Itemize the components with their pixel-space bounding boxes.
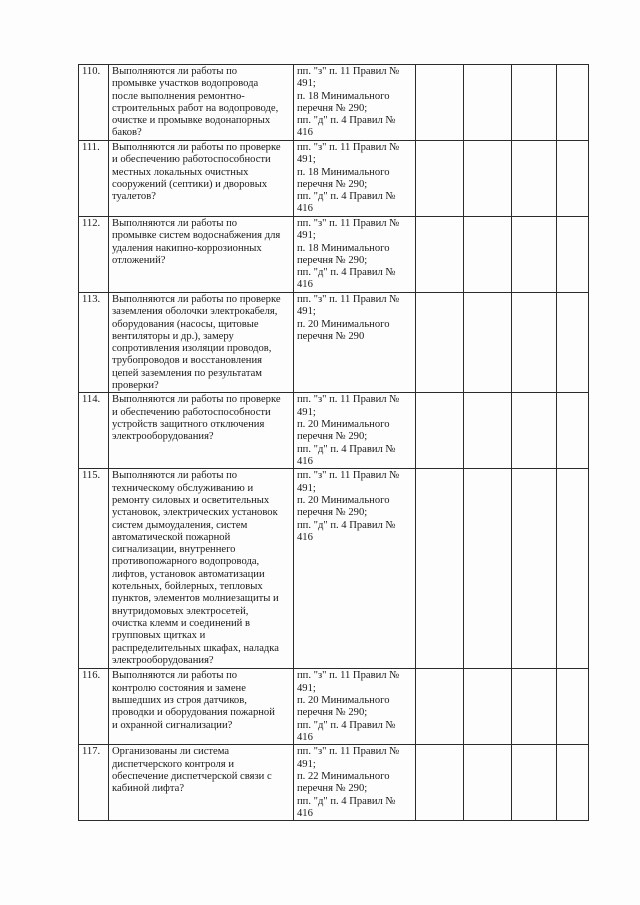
answer-yes-cell <box>416 469 464 669</box>
note-cell <box>557 669 589 745</box>
question-cell: Выполняются ли работы по проверке заземления оболочки электрокабеля, оборудования (насосы, щитовые вентиляторы и др.), замеру сопротивления изоляции проводов, трубопроводов и восстановления цепей заземления по результатам проверки? <box>109 293 294 393</box>
answer-yes-cell <box>416 293 464 393</box>
table-row <box>79 217 589 293</box>
reference-cell: пп. "з" п. 11 Правил № 491; п. 18 Минимального перечня № 290; пп. "д" п. 4 Правил № 416 <box>294 65 416 141</box>
table-row <box>79 669 589 745</box>
row-number: 117. <box>79 745 109 821</box>
note-cell <box>557 745 589 821</box>
reference-cell: пп. "з" п. 11 Правил № 491; п. 20 Минимального перечня № 290; пп. "д" п. 4 Правил № 416 <box>294 393 416 469</box>
answer-no-cell <box>464 745 512 821</box>
answer-no-cell <box>464 669 512 745</box>
table-row <box>79 141 589 217</box>
reference-cell: пп. "з" п. 11 Правил № 491; п. 20 Минимального перечня № 290; пп. "д" п. 4 Правил № 416 <box>294 669 416 745</box>
answer-no-cell <box>464 469 512 669</box>
not-applicable-cell <box>512 65 557 141</box>
table-row <box>79 393 589 469</box>
answer-no-cell <box>464 393 512 469</box>
answer-yes-cell <box>416 141 464 217</box>
reference-cell: пп. "з" п. 11 Правил № 491; п. 22 Минимального перечня № 290; пп. "д" п. 4 Правил № 416 <box>294 745 416 821</box>
answer-yes-cell <box>416 393 464 469</box>
row-number: 110. <box>79 65 109 141</box>
note-cell <box>557 293 589 393</box>
note-cell <box>557 217 589 293</box>
table-row <box>79 469 589 669</box>
question-cell: Организованы ли система диспетчерского контроля и обеспечение диспетчерской связи с кабиной лифта? <box>109 745 294 821</box>
answer-no-cell <box>464 217 512 293</box>
note-cell <box>557 469 589 669</box>
question-cell: Выполняются ли работы по техническому обслуживанию и ремонту силовых и осветительных установок, электрических установок систем дымоудаления, систем автоматической пожарной сигнализации, внутреннего противопожарного водопровода, лифтов, установок автоматизации котельных, бойлерных, тепловых пунктов, элементов молниезащиты и внутридомовых электросетей, очистка клемм и соединений в групповых щитках и распределительных шкафах, наладка электрооборудования? <box>109 469 294 669</box>
row-number: 114. <box>79 393 109 469</box>
note-cell <box>557 393 589 469</box>
not-applicable-cell <box>512 469 557 669</box>
table-row <box>79 65 589 141</box>
table-row <box>79 293 589 393</box>
question-cell: Выполняются ли работы по проверке и обеспечению работоспособности устройств защитного отключения электрооборудования? <box>109 393 294 469</box>
answer-no-cell <box>464 293 512 393</box>
not-applicable-cell <box>512 669 557 745</box>
row-number: 112. <box>79 217 109 293</box>
question-cell: Выполняются ли работы по промывке участков водопровода после выполнения ремонтно- строительных работ на водопроводе, очистке и промывке водонапорных баков? <box>109 65 294 141</box>
row-number: 111. <box>79 141 109 217</box>
question-cell: Выполняются ли работы по проверке и обеспечению работоспособности местных локальных очистных сооружений (септики) и дворовых туалетов? <box>109 141 294 217</box>
row-number: 113. <box>79 293 109 393</box>
not-applicable-cell <box>512 293 557 393</box>
checklist-table <box>78 64 589 821</box>
note-cell <box>557 65 589 141</box>
answer-no-cell <box>464 141 512 217</box>
note-cell <box>557 141 589 217</box>
not-applicable-cell <box>512 393 557 469</box>
row-number: 115. <box>79 469 109 669</box>
row-number: 116. <box>79 669 109 745</box>
table-row <box>79 745 589 821</box>
not-applicable-cell <box>512 141 557 217</box>
answer-no-cell <box>464 65 512 141</box>
not-applicable-cell <box>512 217 557 293</box>
reference-cell: пп. "з" п. 11 Правил № 491; п. 20 Минимального перечня № 290; пп. "д" п. 4 Правил № 416 <box>294 469 416 669</box>
answer-yes-cell <box>416 669 464 745</box>
answer-yes-cell <box>416 217 464 293</box>
question-cell: Выполняются ли работы по промывке систем водоснабжения для удаления накипно-коррозионных отложений? <box>109 217 294 293</box>
answer-yes-cell <box>416 745 464 821</box>
question-cell: Выполняются ли работы по контролю состояния и замене вышедших из строя датчиков, проводки и оборудования пожарной и охранной сигнализации? <box>109 669 294 745</box>
reference-cell: пп. "з" п. 11 Правил № 491; п. 18 Минимального перечня № 290; пп. "д" п. 4 Правил № 416 <box>294 217 416 293</box>
reference-cell: пп. "з" п. 11 Правил № 491; п. 18 Минимального перечня № 290; пп. "д" п. 4 Правил № 416 <box>294 141 416 217</box>
not-applicable-cell <box>512 745 557 821</box>
answer-yes-cell <box>416 65 464 141</box>
reference-cell: пп. "з" п. 11 Правил № 491; п. 20 Минимального перечня № 290 <box>294 293 416 393</box>
